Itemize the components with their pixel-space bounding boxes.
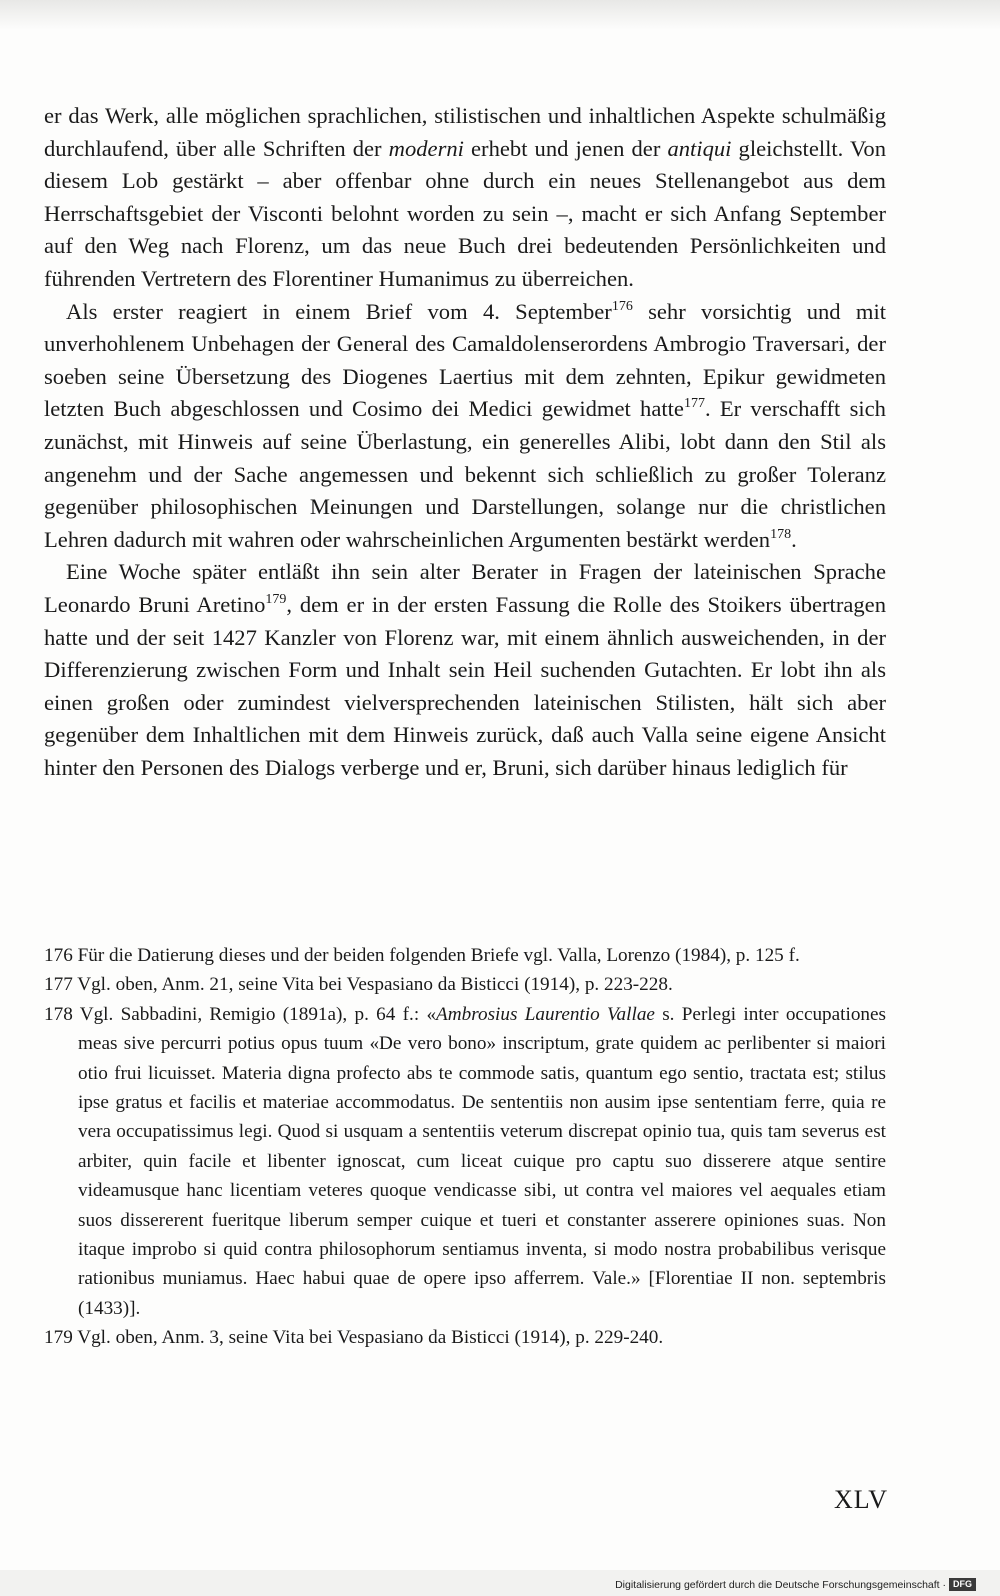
paragraph-3-text: Eine Woche später entläßt ihn sein alter Berater in Fragen der lateinischen Sprache Leonardo Bruni Aretino [44, 559, 886, 617]
footnote-ref-179[interactable]: 179 [265, 591, 287, 607]
paragraph-1-text: erhebt und jenen der [463, 135, 668, 161]
italic-moderni: moderni [388, 135, 464, 161]
paragraph-1 [44, 100, 886, 296]
paragraph-3 [44, 556, 886, 784]
paragraph-3-text: , dem er in der ersten Fassung die Rolle des Stoikers übertragen hatte und der seit 1427 Kanzler von Florenz war, mit einem ähnlich ausweichenden, in der Differenzierung zwischen Form und Inhalt sein Heil suchenden Gutachten. Er lobt ihn als einen großen oder zumindest vielversprechenden lateinischen Stilisten, hält sich aber gegenüber dem Inhaltlichen mit dem Hinweis zurück, daß auch Valla seine eigene Ansicht hinter den Personen des Dialogs verberge und er, Bruni, sich darüber hinaus lediglich für [44, 591, 887, 780]
funding-credit: Digitalisierung gefördert durch die Deutsche Forschungsgemeinschaft · [615, 1579, 946, 1591]
paragraph-2-text: . Er verschafft sich zunächst, mit Hinweis auf seine Überlastung, ein generelles Alibi, lobt dann den Stil als angenehm und der Sache angemessen und bekennt sich schließlich zu großer Toleranz gegenüber philosophischen Meinungen und Darstellungen, solange nur die christlichen Lehren dadurch mit wahren oder wahrscheinlichen Argumenten bestärkt werden [44, 396, 886, 552]
main-text [44, 100, 886, 784]
footnote-178-text: s. Perlegi inter occupationes meas sive percurri potius opus tuum «De vero bono» inscriptum, grate quidem ac perlibenter si maiori otio frui licuisset. Materia digna profecto abs te commode satis, quantum ego sentio, tractata est; stilus ipse gratus et facilis et materiae accommodatus. De sententiis non ausim ipse sententiam ferre, quia re vera occupatissimus legi. Quod si usquam a sententiis veterum discrepat opinio tua, quis tam severus est arbiter, quin facile et libenter ignoscat, cum liceat cuique pro captu suo disserere atque sentire videamusque hanc licentiam veteres quoque vendicasse sibi, ut contra vel maiores vel aequales etiam suos dissererent fueritque liberum semper cuique et tueri et constanter asserere opiniones suas. Non itaque improbo si quid contra philosophorum sentiamus inventa, si modo nostra probabilibus verisque rationibus muniamus. Haec habui quae de opere ipso afferrem. Vale.» [Florentiae II non. septembris (1433)]. [78, 1003, 886, 1319]
page-number: XLV [833, 1485, 888, 1514]
italic-antiqui: antiqui [667, 135, 732, 161]
paragraph-2-text: sehr vorsichtig und mit unverhohlenem Unbehagen der General des Camaldolenserordens Ambrogio Traversari, der soeben seine Übersetzung des Diogenes Laertius mit dem zehnten, Epikur gewidmeten letzten Buch abgeschlossen und Cosimo dei Medici gewidmet hatte [44, 298, 886, 422]
scan-shadow [0, 0, 1000, 30]
footnote-ref-176[interactable]: 176 [611, 298, 633, 314]
footnote-178 [44, 1000, 886, 1323]
footnote-176: 176 Für die Datierung dieses und der beiden folgenden Briefe vgl. Valla, Lorenzo (1984), p. 125 f. [44, 945, 800, 966]
footnote-178-italic: Ambrosius Laurentio Vallae [436, 1003, 655, 1025]
paragraph-1-text: gleichstellt. Von diesem Lob gestärkt – aber offenbar ohne durch ein neues Stellenangebot aus dem Herrschaftsgebiet der Visconti belohnt worden zu sein –, macht er sich Anfang September auf den Weg nach Florenz, um das neue Buch drei bedeutenden Persönlichkeiten und führenden Vertretern des Florentiner Humanimus zu überreichen. [44, 135, 886, 291]
footnote-177: 177 Vgl. oben, Anm. 21, seine Vita bei Vespasiano da Bisticci (1914), p. 223-228. [44, 974, 673, 996]
paragraph-1-text: er das Werk, alle möglichen sprachlichen, stilistischen und inhaltlichen Aspekte schulmäßig durchlaufend, über alle Schriften der [44, 103, 886, 161]
footnote-ref-178[interactable]: 178 [770, 526, 792, 542]
footnotes [44, 941, 886, 1353]
footnote-179: 179 Vgl. oben, Anm. 3, seine Vita bei Vespasiano da Bisticci (1914), p. 229-240. [44, 1327, 664, 1349]
paragraph-2-text: Als erster reagiert in einem Brief vom 4. September [66, 298, 612, 324]
paragraph-2-text: . [791, 526, 797, 552]
dfg-logo-icon: DFG [949, 1578, 976, 1591]
footnote-ref-177[interactable]: 177 [683, 396, 705, 412]
footnote-178-text: 178 Vgl. Sabbadini, Remigio (1891a), p. 64 f.: « [44, 1003, 437, 1025]
paragraph-2 [44, 296, 886, 557]
